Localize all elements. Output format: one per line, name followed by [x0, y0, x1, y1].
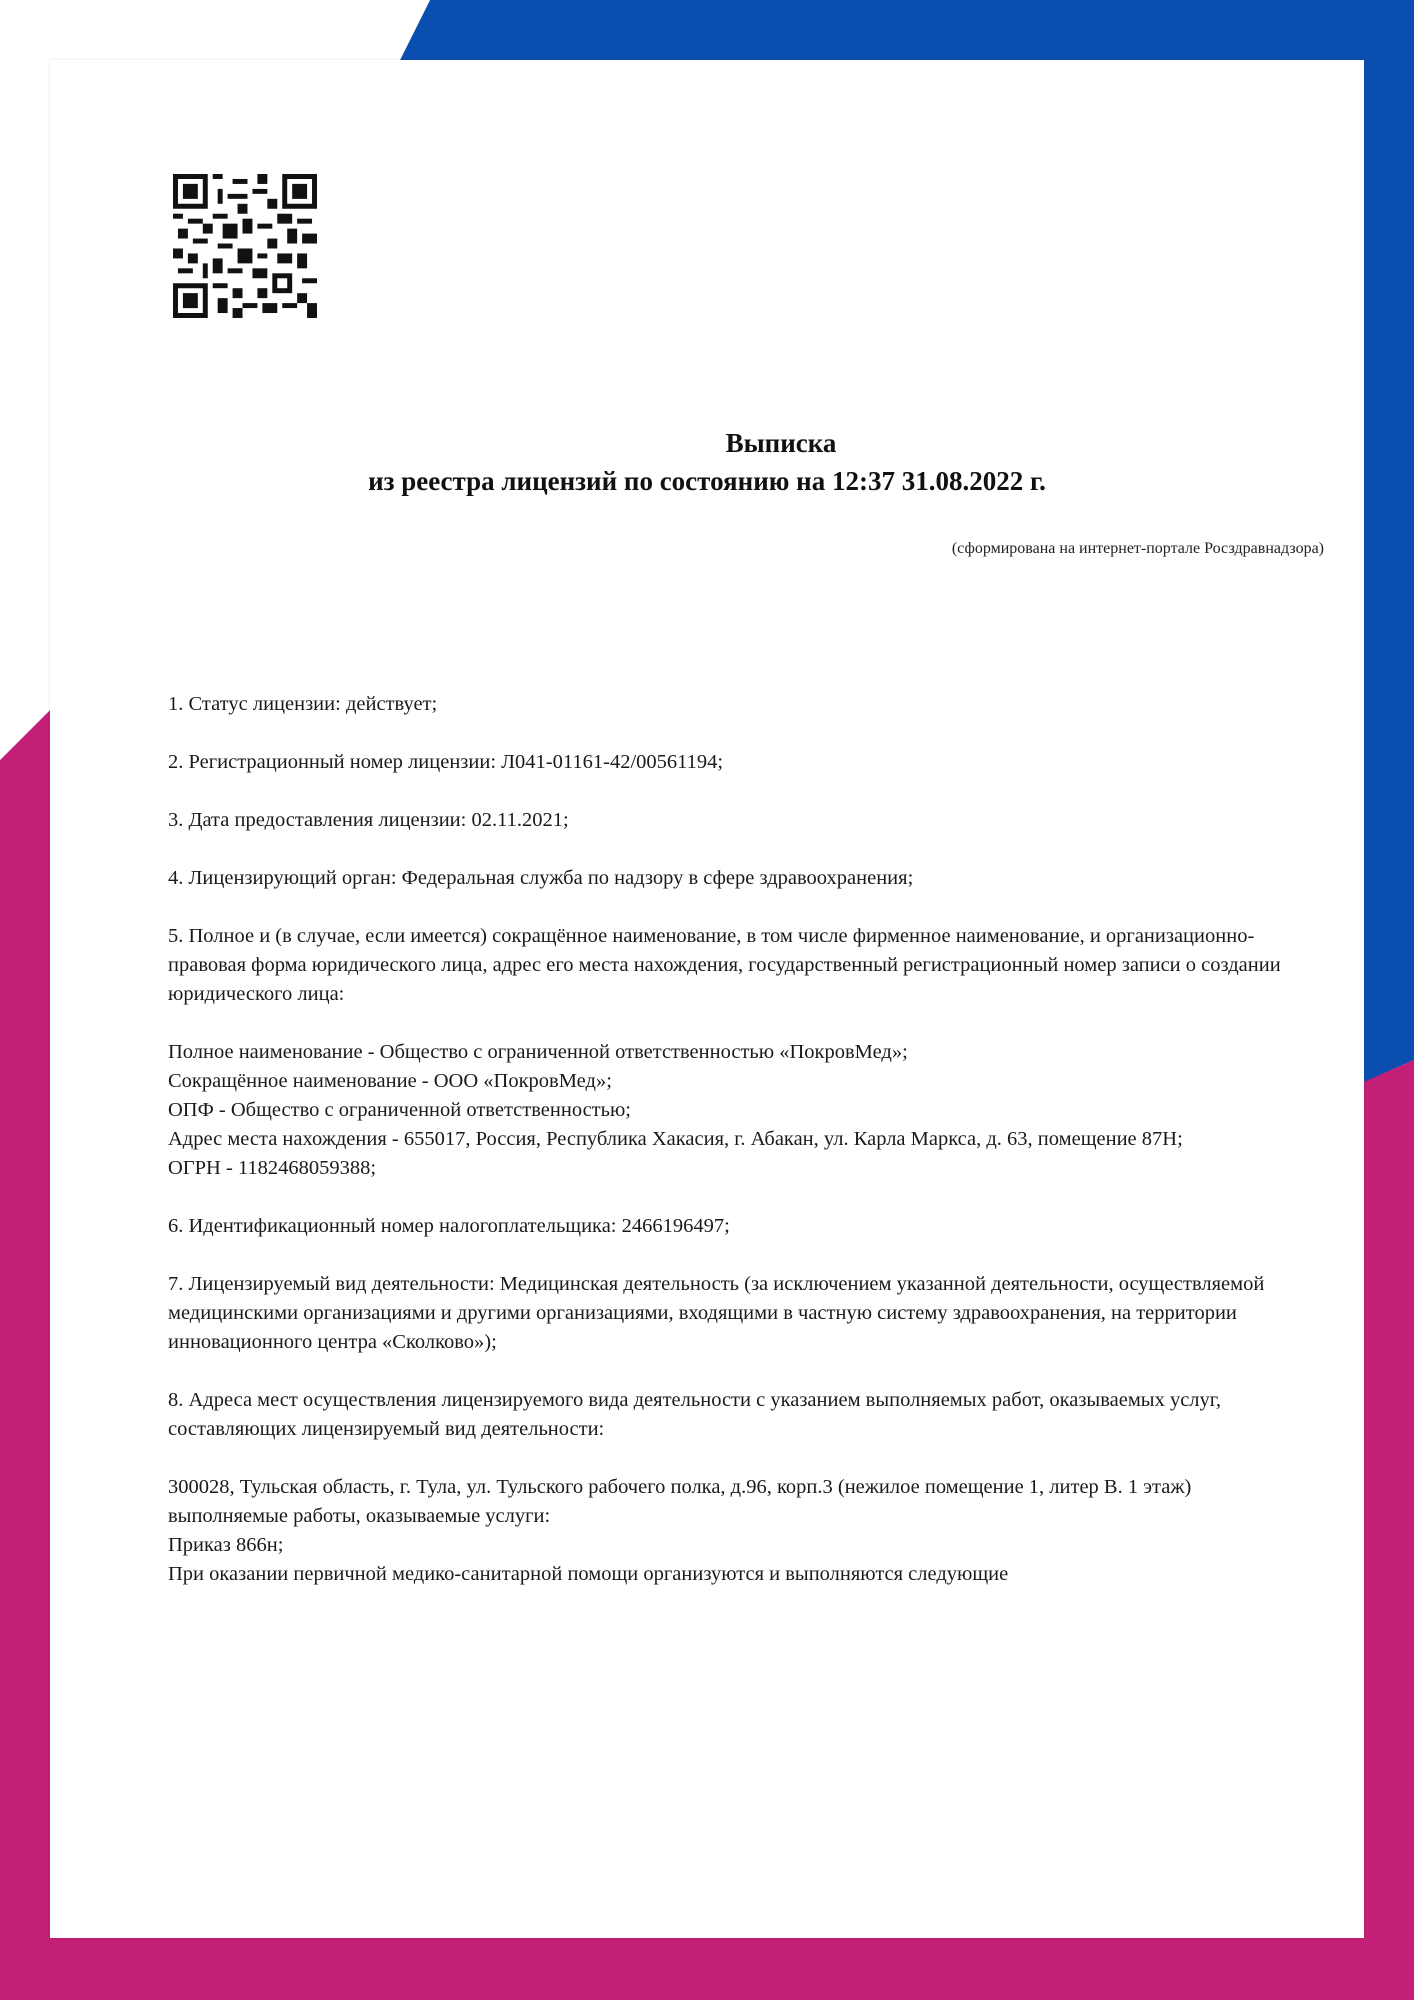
qr-code [173, 174, 317, 318]
document-title: Выписка [725, 428, 837, 458]
item-status: 1. Статус лицензии: действует; [168, 693, 438, 715]
item-issue-date: 3. Дата предоставления лицензии: 02.11.2021; [168, 809, 569, 831]
item-legal-entity: 5. Полное и (в случае, если имеется) сокращённое наименование, в том числе фирменное наименование, и организационно-правовая форма юридического лица, адрес его места нахождения, государственный регистрационный номер записи о создании юридического лица: [168, 925, 1281, 1005]
place-details [168, 1473, 1328, 1589]
org-short-name: Сокращённое наименование - ООО «ПокровМед»; [168, 1070, 612, 1092]
item-places: 8. Адреса мест осуществления лицензируемого вида деятельности с указанием выполняемых работ, оказываемых услуг, составляющих лицензируемый вид деятельности: [168, 1389, 1221, 1440]
place-primary-care: При оказании первичной медико-санитарной помощи организуются и выполняются следующие [168, 1563, 1009, 1585]
item-reg-number: 2. Регистрационный номер лицензии: Л041-01161-42/00561194; [168, 751, 724, 773]
item-activity: 7. Лицензируемый вид деятельности: Медицинская деятельность (за исключением указанной деятельности, осуществляемой медицинскими организациями и другими организациями, входящими в частную систему здравоохранения, на территории инновационного центра «Сколково»); [168, 1273, 1265, 1353]
place-works-label: выполняемые работы, оказываемые услуги: [168, 1505, 551, 1527]
document-subtitle: из реестра лицензий по состоянию на 12:37 31.08.2022 г. [368, 466, 1046, 496]
item-inn: 6. Идентификационный номер налогоплательщика: 2466196497; [168, 1215, 730, 1237]
org-ogrn: ОГРН - 1182468059388; [168, 1157, 377, 1179]
place-order: Приказ 866н; [168, 1534, 284, 1556]
document-body [168, 690, 1328, 1618]
org-opf: ОПФ - Общество с ограниченной ответственностью; [168, 1099, 631, 1121]
place-address: 300028, Тульская область, г. Тула, ул. Тульского рабочего полка, д.96, корп.3 (нежилое помещение 1, литер В. 1 этаж) [168, 1476, 1192, 1498]
org-full-name: Полное наименование - Общество с ограниченной ответственностью «ПокровМед»; [168, 1041, 908, 1063]
item-authority: 4. Лицензирующий орган: Федеральная служба по надзору в сфере здравоохранения; [168, 867, 914, 889]
org-address: Адрес места нахождения - 655017, Россия, Республика Хакасия, г. Абакан, ул. Карла Маркса, д. 63, помещение 87Н; [168, 1128, 1183, 1150]
org-details [168, 1038, 1328, 1183]
source-note: (сформирована на интернет-портале Росздравнадзора) [951, 540, 1324, 557]
document-page [50, 60, 1364, 1938]
